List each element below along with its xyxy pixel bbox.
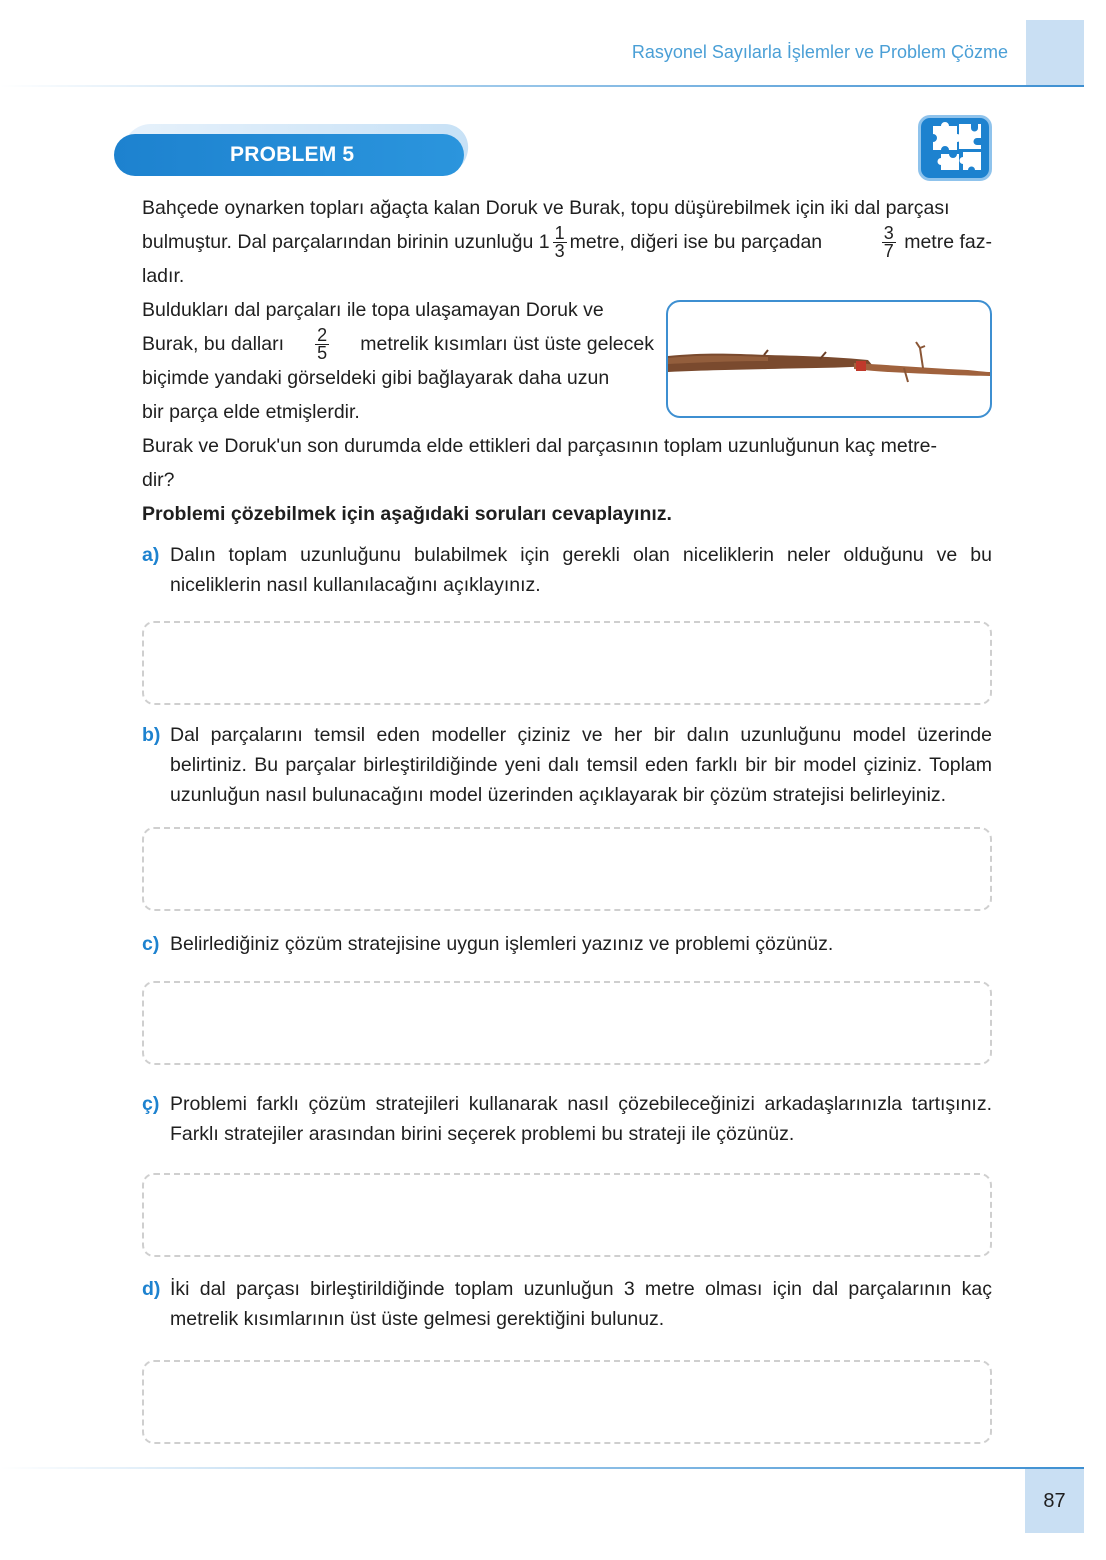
footer-divider (0, 1467, 1084, 1469)
paragraph-line: Bahçede oynarken topları ağaçta kalan Doruk ve Burak, topu düşürebilmek için iki dal parçası (142, 197, 950, 219)
answer-box-c[interactable] (142, 981, 992, 1065)
question-label: d) (142, 1278, 161, 1300)
question-text: Belirlediğiniz çözüm stratejisine uygun işlemleri yazınız ve problemi çözünüz. (170, 933, 834, 955)
fraction (315, 324, 329, 363)
fraction-numerator: 2 (317, 324, 328, 345)
problem-paragraph-2 (142, 293, 654, 429)
problem-banner (112, 124, 468, 186)
paragraph-line: ladır. (142, 265, 185, 287)
paragraph-line (142, 324, 654, 363)
paragraph-line: dir? (142, 469, 175, 491)
page-number: 87 (1043, 1490, 1066, 1512)
paragraph-text: bulmuştur. Dal parçalarından birinin uzunluğu 1 (142, 231, 550, 253)
question-text: Problemi farklı çözüm stratejileri kullanarak nasıl çözebileceğinizi arkadaşlarınızla tartışınız. Farklı stratejiler arasından birini seçerek problemi bu strateji ile çözünüz. (170, 1093, 992, 1145)
paragraph-line: bir parça elde etmişlerdir. (142, 401, 360, 423)
question-c (142, 929, 992, 959)
fraction-numerator: 1 (554, 223, 565, 244)
question-a (142, 540, 992, 600)
question-label: ç) (142, 1093, 160, 1115)
paragraph-text: metre, diğeri ise bu parçadan (569, 231, 823, 253)
answer-box-a[interactable] (142, 621, 992, 705)
question-d (142, 1274, 992, 1334)
paragraph-line (142, 223, 992, 262)
question-c-cedilla (142, 1089, 992, 1149)
problem-paragraph-1 (142, 191, 992, 293)
paragraph-line: biçimde yandaki görseldeki gibi bağlayarak daha uzun (142, 367, 610, 389)
fraction-denominator: 7 (883, 241, 894, 262)
answer-box-c-cedilla[interactable] (142, 1173, 992, 1257)
paragraph-text: metre faz- (904, 231, 992, 253)
fraction-denominator: 5 (317, 342, 328, 363)
question-label: a) (142, 544, 160, 566)
question-text: İki dal parçası birleştirildiğinde toplam uzunluğun 3 metre olması için dal parçalarının kaç metrelik kısımlarının üst üste gelmesi gerektiğini bulunuz. (170, 1278, 992, 1330)
corner-tab (1026, 20, 1084, 86)
question-label: b) (142, 724, 161, 746)
fraction-numerator: 3 (883, 223, 894, 244)
branch-image (666, 300, 992, 418)
problem-title: PROBLEM 5 (230, 143, 355, 166)
question-text: Dal parçalarını temsil eden modeller çiziniz ve her bir dalın uzunluğunu model üzerinde belirtiniz. Bu parçalar birleştirildiğinde yeni dalı temsil eden farklı bir bir model çiziniz. Toplam uzunluğun nasıl bulunacağını model üzerinden açıklayarak bir çözüm stratejisi belirleyiniz. (170, 724, 992, 806)
question-b (142, 720, 992, 810)
running-header: Rasyonel Sayılarla İşlemler ve Problem Çözme (631, 42, 1008, 62)
question-text: Dalın toplam uzunluğunu bulabilmek için gerekli olan niceliklerin neler olduğunu ve bu niceliklerin nasıl kullanılacağını açıklayınız. (170, 544, 992, 596)
fraction (882, 225, 896, 260)
puzzle-pieces-icon (918, 115, 992, 181)
paragraph-text: Burak, bu dalları (142, 333, 284, 355)
instruction-text: Problemi çözebilmek için aşağıdaki soruları cevaplayınız. (142, 503, 672, 525)
question-label: c) (142, 933, 160, 955)
fraction-group (879, 225, 992, 260)
paragraph-line: Burak ve Doruk'un son durumda elde ettikleri dal parçasının toplam uzunluğunun kaç metre- (142, 435, 937, 457)
mixed-fraction (553, 225, 567, 260)
header-divider (0, 85, 1084, 87)
answer-box-d[interactable] (142, 1360, 992, 1444)
paragraph-line: Buldukları dal parçaları ile topa ulaşamayan Doruk ve (142, 299, 604, 321)
fraction-denominator: 3 (554, 241, 565, 262)
paragraph-text: metrelik kısımları üst üste gelecek (360, 333, 654, 355)
problem-paragraph-3 (142, 429, 992, 497)
answer-box-b[interactable] (142, 827, 992, 911)
